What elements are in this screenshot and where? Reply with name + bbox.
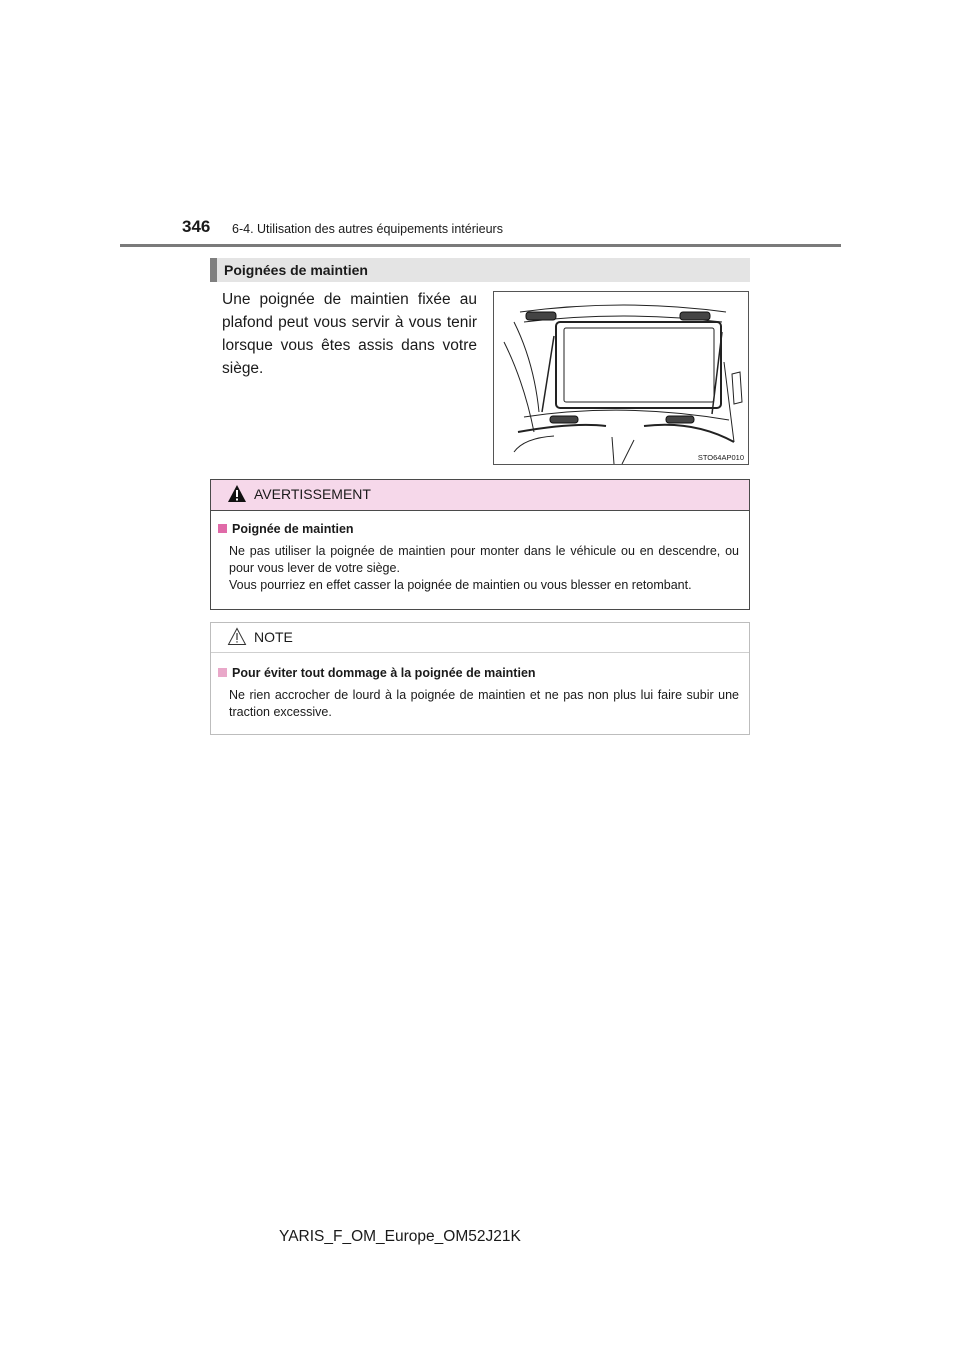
note-item-body: Ne rien accrocher de lourd à la poignée de maintien et ne pas non plus lui faire subir une traction excessive. [229,688,739,719]
note-item-title: Pour éviter tout dommage à la poignée de maintien [232,666,536,680]
warning-item-body [229,543,739,594]
square-bullet-icon [218,668,227,677]
note-label: NOTE [254,629,293,645]
warning-label: AVERTISSEMENT [254,486,371,502]
intro-paragraph: Une poignée de maintien fixée au plafond peut vous servir à vous tenir lorsque vous êtes assis dans votre siège. [222,291,477,377]
topic-title-bar [210,258,750,282]
grip-handle-rear-left [550,416,578,423]
page-number: 346 [182,217,211,236]
header-divider [120,244,841,247]
note-header [211,623,749,653]
topic-title: Poignées de maintien [224,262,368,278]
note-box [210,622,750,735]
figure-code: STO64AP010 [697,453,744,462]
document-id-footer: YARIS_F_OM_Europe_OM52J21K [279,1228,521,1245]
title-bar-accent [210,258,217,282]
caution-triangle-icon [227,627,247,646]
warning-text-line: Vous pourriez en effet casser la poignée de maintien ou vous blesser en retombant. [229,578,692,592]
section-heading: 6-4. Utilisation des autres équipements intérieurs [232,222,503,236]
warning-box [210,479,750,610]
warning-header [211,480,749,511]
grip-handle-rear-right [666,416,694,423]
warning-triangle-icon [227,484,247,503]
square-bullet-icon [218,524,227,533]
warning-item-title: Poignée de maintien [232,522,354,536]
assist-grip-illustration [493,291,749,465]
warning-item-title-row [218,522,354,536]
warning-text-line: Ne pas utiliser la poignée de maintien pour monter dans le véhicule ou en descendre, ou pour vous lever de votre siège. [229,544,739,575]
car-ceiling-drawing [494,292,748,464]
grip-handle-left [526,312,556,320]
grip-handle-right [680,312,710,320]
note-item-title-row [218,666,536,680]
